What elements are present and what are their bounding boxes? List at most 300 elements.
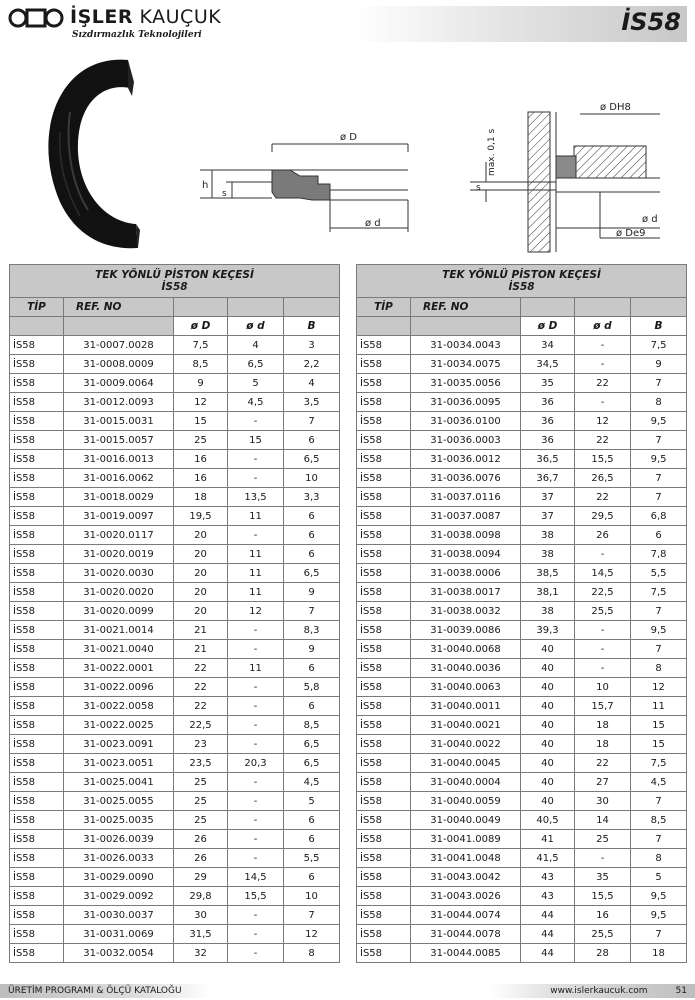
- col-B-header: B: [631, 317, 687, 336]
- table-caption: TEK YÖNLÜ PİSTON KEÇESİ İS58: [357, 265, 687, 298]
- cell-ref: 31-0018.0029: [64, 488, 174, 507]
- table-row: [10, 564, 340, 583]
- cell-d: -: [575, 659, 631, 678]
- dim-d-right-label: ø d: [642, 214, 658, 225]
- cell-D: 36,7: [521, 469, 575, 488]
- cell-tip: İS58: [357, 678, 411, 697]
- cell-D: 41: [521, 830, 575, 849]
- cell-ref: 31-0020.0019: [64, 545, 174, 564]
- cell-tip: İS58: [357, 526, 411, 545]
- cell-tip: İS58: [10, 678, 64, 697]
- cell-d: 16: [575, 906, 631, 925]
- cell-B: 7: [284, 412, 340, 431]
- cell-D: 22: [174, 697, 228, 716]
- cell-d: 27: [575, 773, 631, 792]
- cell-tip: İS58: [10, 830, 64, 849]
- cell-ref: 31-0038.0094: [411, 545, 521, 564]
- cell-tip: İS58: [10, 811, 64, 830]
- cell-B: 4,5: [631, 773, 687, 792]
- cell-tip: İS58: [357, 374, 411, 393]
- cell-ref: 31-0038.0017: [411, 583, 521, 602]
- cell-ref: 31-0041.0048: [411, 849, 521, 868]
- cell-B: 7: [631, 374, 687, 393]
- cell-d: -: [228, 773, 284, 792]
- cell-d: -: [228, 640, 284, 659]
- table-header-row: [357, 298, 687, 317]
- cell-d: -: [228, 735, 284, 754]
- cell-d: 29,5: [575, 507, 631, 526]
- table-row: [357, 697, 687, 716]
- cell-D: 40: [521, 678, 575, 697]
- cell-tip: İS58: [10, 431, 64, 450]
- cell-D: 23,5: [174, 754, 228, 773]
- table-row: [357, 431, 687, 450]
- cell-D: 9: [174, 374, 228, 393]
- cell-d: -: [575, 640, 631, 659]
- table-row: [10, 773, 340, 792]
- table-row: [10, 526, 340, 545]
- cell-B: 9,5: [631, 412, 687, 431]
- table-row: [357, 545, 687, 564]
- technical-drawings: [0, 52, 695, 256]
- table-row: [10, 393, 340, 412]
- cell-D: 43: [521, 887, 575, 906]
- cell-B: 12: [284, 925, 340, 944]
- cell-d: -: [228, 792, 284, 811]
- table-caption-row: [10, 265, 340, 298]
- table-row: [357, 583, 687, 602]
- cell-B: 7,5: [631, 336, 687, 355]
- cell-tip: İS58: [357, 640, 411, 659]
- cell-D: 40: [521, 754, 575, 773]
- cell-tip: İS58: [357, 412, 411, 431]
- product-code: İS58: [621, 8, 681, 36]
- cell-D: 26: [174, 830, 228, 849]
- cell-ref: 31-0036.0095: [411, 393, 521, 412]
- cell-d: 14,5: [575, 564, 631, 583]
- cell-B: 8,5: [284, 716, 340, 735]
- cell-tip: İS58: [10, 697, 64, 716]
- cell-tip: İS58: [357, 336, 411, 355]
- cell-ref: 31-0040.0004: [411, 773, 521, 792]
- cell-ref: 31-0029.0090: [64, 868, 174, 887]
- table-row: [10, 735, 340, 754]
- cell-tip: İS58: [357, 811, 411, 830]
- dim-d-label: ø d: [365, 218, 381, 229]
- cell-D: 22: [174, 659, 228, 678]
- cell-tip: İS58: [10, 906, 64, 925]
- col-ref-header: REF. NO: [64, 298, 174, 317]
- cell-tip: İS58: [10, 849, 64, 868]
- cell-D: 19,5: [174, 507, 228, 526]
- table-row: [357, 868, 687, 887]
- table-row: [357, 830, 687, 849]
- table-row: [357, 488, 687, 507]
- cell-d: 15,5: [575, 450, 631, 469]
- cell-B: 9: [284, 640, 340, 659]
- cell-tip: İS58: [10, 659, 64, 678]
- col-D-header: ø D: [521, 317, 575, 336]
- cell-d: -: [228, 906, 284, 925]
- cell-ref: 31-0044.0085: [411, 944, 521, 963]
- cell-d: 22: [575, 754, 631, 773]
- cell-d: -: [228, 450, 284, 469]
- cell-tip: İS58: [357, 906, 411, 925]
- cell-B: 5,5: [284, 849, 340, 868]
- cell-D: 40: [521, 640, 575, 659]
- cell-D: 40: [521, 773, 575, 792]
- cell-B: 8: [631, 849, 687, 868]
- table-row: [10, 545, 340, 564]
- cell-tip: İS58: [357, 431, 411, 450]
- cell-ref: 31-0040.0022: [411, 735, 521, 754]
- table-row: [357, 716, 687, 735]
- col-tip-header: TİP: [357, 298, 411, 317]
- table-row: [10, 450, 340, 469]
- cell-tip: İS58: [357, 545, 411, 564]
- cell-ref: 31-0039.0086: [411, 621, 521, 640]
- cell-D: 26: [174, 849, 228, 868]
- cell-B: 9,5: [631, 906, 687, 925]
- dim-DH8-label: ø DH8: [600, 102, 631, 113]
- cell-tip: İS58: [357, 754, 411, 773]
- dim-D-label: ø D: [340, 132, 357, 143]
- table-body: [10, 336, 340, 963]
- table-row: [10, 431, 340, 450]
- cell-D: 25: [174, 773, 228, 792]
- cell-D: 12: [174, 393, 228, 412]
- table-row: [357, 336, 687, 355]
- cell-tip: İS58: [10, 488, 64, 507]
- cell-D: 40: [521, 735, 575, 754]
- cell-B: 6: [284, 659, 340, 678]
- cell-d: -: [228, 925, 284, 944]
- cell-tip: İS58: [10, 374, 64, 393]
- size-table: [356, 264, 687, 963]
- size-table: [9, 264, 340, 963]
- cell-ref: 31-0015.0031: [64, 412, 174, 431]
- cell-d: 20,3: [228, 754, 284, 773]
- cell-tip: İS58: [10, 545, 64, 564]
- right-size-table: [356, 264, 686, 963]
- cell-d: 25: [575, 830, 631, 849]
- cell-ref: 31-0034.0075: [411, 355, 521, 374]
- table-row: [10, 507, 340, 526]
- cell-tip: İS58: [357, 564, 411, 583]
- table-row: [357, 944, 687, 963]
- cell-D: 29: [174, 868, 228, 887]
- cell-tip: İS58: [357, 716, 411, 735]
- table-row: [357, 374, 687, 393]
- cell-tip: İS58: [357, 355, 411, 374]
- cell-ref: 31-0040.0021: [411, 716, 521, 735]
- cell-ref: 31-0031.0069: [64, 925, 174, 944]
- cell-ref: 31-0029.0092: [64, 887, 174, 906]
- cell-B: 7: [631, 602, 687, 621]
- table-row: [357, 507, 687, 526]
- cell-D: 38,1: [521, 583, 575, 602]
- cell-tip: İS58: [10, 469, 64, 488]
- col-B-header: B: [284, 317, 340, 336]
- cell-D: 21: [174, 640, 228, 659]
- cell-B: 7,5: [631, 754, 687, 773]
- table-row: [357, 887, 687, 906]
- cell-D: 38: [521, 602, 575, 621]
- cell-D: 40: [521, 659, 575, 678]
- cell-ref: 31-0040.0059: [411, 792, 521, 811]
- cell-tip: İS58: [357, 944, 411, 963]
- table-row: [357, 621, 687, 640]
- website-link[interactable]: www.islerkaucuk.com: [550, 986, 648, 996]
- table-row: [10, 754, 340, 773]
- cell-d: 25,5: [575, 602, 631, 621]
- cell-D: 40: [521, 716, 575, 735]
- cell-B: 7,8: [631, 545, 687, 564]
- cell-D: 25: [174, 811, 228, 830]
- table-header-row: [10, 298, 340, 317]
- cell-d: -: [228, 412, 284, 431]
- cell-ref: 31-0026.0039: [64, 830, 174, 849]
- table-row: [357, 469, 687, 488]
- table-row: [10, 887, 340, 906]
- table-row: [10, 678, 340, 697]
- cell-ref: 31-0040.0063: [411, 678, 521, 697]
- cell-ref: 31-0038.0006: [411, 564, 521, 583]
- cell-tip: İS58: [10, 393, 64, 412]
- cell-D: 40: [521, 697, 575, 716]
- cell-d: -: [228, 716, 284, 735]
- cell-D: 23: [174, 735, 228, 754]
- cell-ref: 31-0007.0028: [64, 336, 174, 355]
- col-d-header: ø d: [228, 317, 284, 336]
- cell-B: 6,8: [631, 507, 687, 526]
- cell-tip: İS58: [10, 412, 64, 431]
- cell-B: 6: [284, 697, 340, 716]
- cell-d: -: [575, 849, 631, 868]
- cell-d: 12: [575, 412, 631, 431]
- cell-d: 28: [575, 944, 631, 963]
- cell-d: -: [228, 697, 284, 716]
- dim-s-right-label: s: [476, 183, 481, 193]
- cell-tip: İS58: [10, 868, 64, 887]
- cell-B: 7: [284, 906, 340, 925]
- cell-d: 18: [575, 735, 631, 754]
- cell-D: 21: [174, 621, 228, 640]
- cell-D: 37: [521, 507, 575, 526]
- dim-s-label: s: [222, 189, 227, 199]
- table-row: [10, 944, 340, 963]
- cell-tip: İS58: [357, 868, 411, 887]
- cell-B: 8: [631, 659, 687, 678]
- cell-d: 25,5: [575, 925, 631, 944]
- col-ref-header: REF. NO: [411, 298, 521, 317]
- cell-B: 9,5: [631, 450, 687, 469]
- table-row: [357, 792, 687, 811]
- table-row: [10, 811, 340, 830]
- cell-tip: İS58: [10, 564, 64, 583]
- cell-tip: İS58: [10, 640, 64, 659]
- cell-tip: İS58: [10, 621, 64, 640]
- cell-d: 35: [575, 868, 631, 887]
- cell-B: 10: [284, 887, 340, 906]
- cell-B: 4: [284, 374, 340, 393]
- cell-D: 43: [521, 868, 575, 887]
- footer-right: [490, 984, 695, 998]
- table-row: [357, 412, 687, 431]
- table-subheader-row: [10, 317, 340, 336]
- logo-rings-icon: [8, 6, 64, 30]
- cell-ref: 31-0037.0087: [411, 507, 521, 526]
- table-body: [357, 336, 687, 963]
- cell-D: 39,3: [521, 621, 575, 640]
- cell-tip: İS58: [10, 450, 64, 469]
- cell-B: 6: [284, 868, 340, 887]
- cell-D: 36: [521, 431, 575, 450]
- cell-D: 44: [521, 944, 575, 963]
- table-row: [10, 925, 340, 944]
- cell-D: 20: [174, 564, 228, 583]
- cell-B: 7: [631, 431, 687, 450]
- cell-tip: İS58: [10, 944, 64, 963]
- cell-D: 30: [174, 906, 228, 925]
- cell-ref: 31-0020.0020: [64, 583, 174, 602]
- cell-D: 20: [174, 545, 228, 564]
- cell-ref: 31-0040.0011: [411, 697, 521, 716]
- cell-d: -: [228, 678, 284, 697]
- left-size-table: [9, 264, 339, 963]
- table-caption: TEK YÖNLÜ PİSTON KEÇESİ İS58: [10, 265, 340, 298]
- cell-d: 14,5: [228, 868, 284, 887]
- cell-B: 12: [631, 678, 687, 697]
- table-subheader-row: [357, 317, 687, 336]
- cell-B: 8: [284, 944, 340, 963]
- cell-d: 26,5: [575, 469, 631, 488]
- cell-tip: İS58: [357, 925, 411, 944]
- cell-B: 6: [284, 545, 340, 564]
- table-row: [10, 659, 340, 678]
- cell-B: 9: [284, 583, 340, 602]
- cell-B: 8,5: [631, 811, 687, 830]
- cell-ref: 31-0016.0013: [64, 450, 174, 469]
- cell-ref: 31-0041.0089: [411, 830, 521, 849]
- cell-d: -: [228, 621, 284, 640]
- cell-d: 5: [228, 374, 284, 393]
- cell-B: 7,5: [631, 583, 687, 602]
- cell-D: 16: [174, 469, 228, 488]
- table-row: [10, 602, 340, 621]
- cell-D: 38: [521, 545, 575, 564]
- table-row: [10, 849, 340, 868]
- cell-ref: 31-0022.0025: [64, 716, 174, 735]
- cell-d: 15,5: [228, 887, 284, 906]
- cell-d: 30: [575, 792, 631, 811]
- table-row: [10, 412, 340, 431]
- cell-tip: İS58: [10, 355, 64, 374]
- cell-d: 22: [575, 374, 631, 393]
- cell-B: 6: [284, 811, 340, 830]
- cell-d: -: [575, 355, 631, 374]
- cell-D: 34,5: [521, 355, 575, 374]
- cell-tip: İS58: [357, 659, 411, 678]
- cell-B: 8: [631, 393, 687, 412]
- cell-tip: İS58: [10, 336, 64, 355]
- table-row: [357, 640, 687, 659]
- cell-d: 22: [575, 431, 631, 450]
- cell-ref: 31-0034.0043: [411, 336, 521, 355]
- cell-d: 13,5: [228, 488, 284, 507]
- brand-tagline: Sızdırmazlık Teknolojileri: [72, 30, 202, 40]
- table-row: [357, 602, 687, 621]
- dim-De9-label: ø De9: [616, 228, 646, 239]
- table-row: [357, 678, 687, 697]
- table-row: [10, 488, 340, 507]
- cell-D: 20: [174, 583, 228, 602]
- cell-ref: 31-0023.0091: [64, 735, 174, 754]
- cell-D: 32: [174, 944, 228, 963]
- company-logo: [8, 4, 222, 44]
- cell-ref: 31-0044.0074: [411, 906, 521, 925]
- cell-tip: İS58: [10, 602, 64, 621]
- cell-tip: İS58: [357, 602, 411, 621]
- cell-D: 18: [174, 488, 228, 507]
- cell-d: -: [228, 830, 284, 849]
- cell-B: 7: [631, 640, 687, 659]
- cell-B: 6,5: [284, 450, 340, 469]
- cell-d: -: [228, 849, 284, 868]
- cell-tip: İS58: [357, 488, 411, 507]
- product-title-bar: [355, 6, 687, 42]
- cell-ref: 31-0036.0012: [411, 450, 521, 469]
- cell-ref: 31-0023.0051: [64, 754, 174, 773]
- table-row: [357, 450, 687, 469]
- cell-tip: İS58: [357, 849, 411, 868]
- cell-d: -: [575, 336, 631, 355]
- cell-ref: 31-0036.0003: [411, 431, 521, 450]
- cell-D: 36,5: [521, 450, 575, 469]
- cell-d: 6,5: [228, 355, 284, 374]
- cell-D: 22: [174, 678, 228, 697]
- table-row: [10, 697, 340, 716]
- table-row: [357, 754, 687, 773]
- cell-ref: 31-0020.0117: [64, 526, 174, 545]
- cell-tip: İS58: [10, 735, 64, 754]
- cell-B: 7: [631, 488, 687, 507]
- cell-ref: 31-0038.0098: [411, 526, 521, 545]
- cell-d: -: [575, 545, 631, 564]
- cell-B: 6: [284, 526, 340, 545]
- cell-tip: İS58: [10, 773, 64, 792]
- table-caption-row: [357, 265, 687, 298]
- cell-B: 5: [284, 792, 340, 811]
- cell-ref: 31-0040.0049: [411, 811, 521, 830]
- cell-B: 5,8: [284, 678, 340, 697]
- cell-d: 11: [228, 659, 284, 678]
- cell-ref: 31-0022.0096: [64, 678, 174, 697]
- table-row: [10, 716, 340, 735]
- cell-B: 7: [284, 602, 340, 621]
- cell-B: 7: [631, 469, 687, 488]
- cell-d: 10: [575, 678, 631, 697]
- cell-B: 15: [631, 735, 687, 754]
- cell-B: 15: [631, 716, 687, 735]
- cell-d: 18: [575, 716, 631, 735]
- cell-D: 15: [174, 412, 228, 431]
- cell-d: 12: [228, 602, 284, 621]
- cell-tip: İS58: [357, 583, 411, 602]
- cell-B: 3,3: [284, 488, 340, 507]
- cell-B: 5: [631, 868, 687, 887]
- cell-D: 25: [174, 431, 228, 450]
